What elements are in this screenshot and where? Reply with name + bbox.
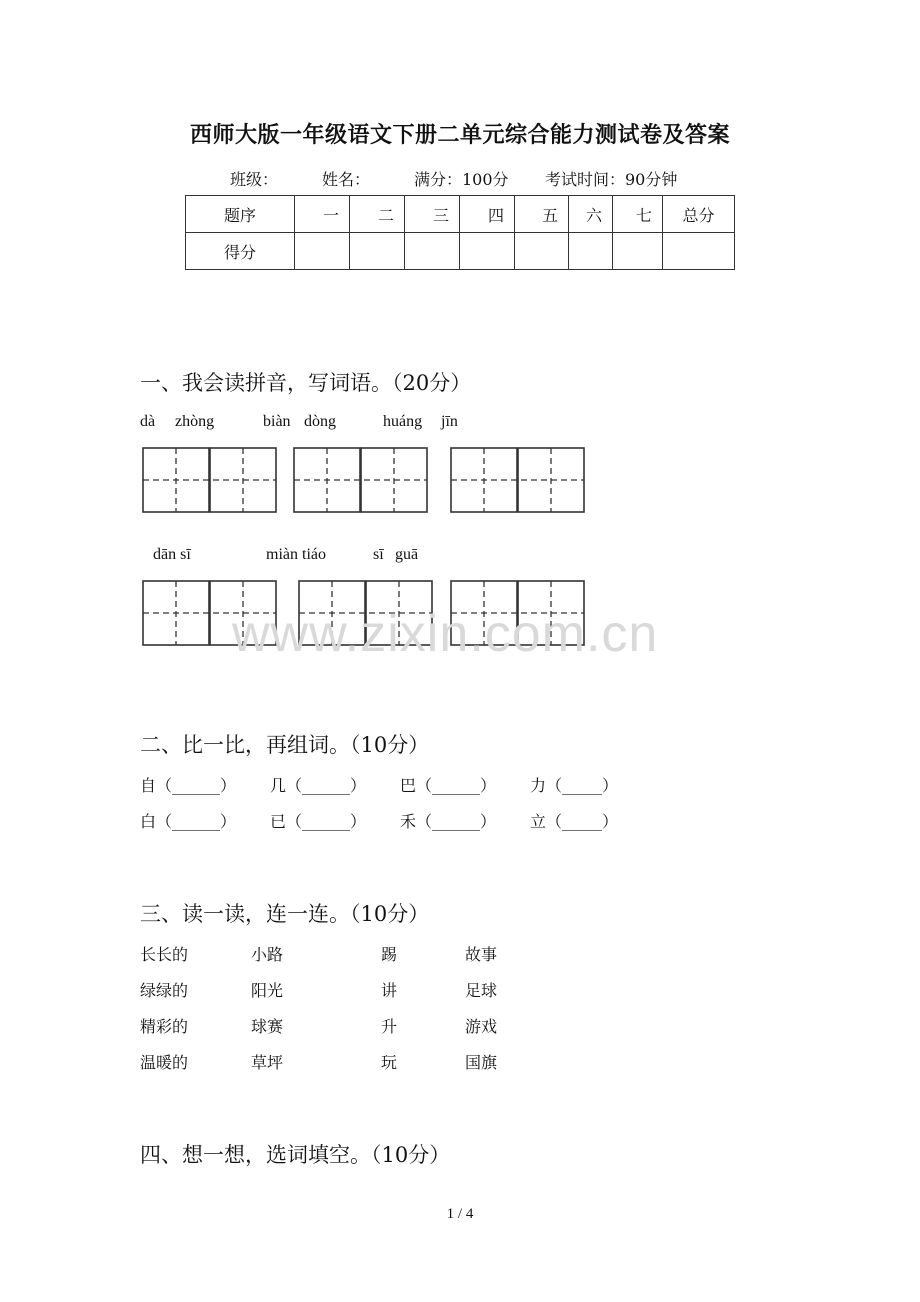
compare-item: 力（_____） [530,776,619,795]
pinyin: huáng [383,413,423,430]
score-cell[interactable] [613,233,663,270]
score-cell[interactable] [569,233,613,270]
pinyin: miàn tiáo [266,546,326,563]
match-word: 玩 [381,1053,398,1072]
writing-grid[interactable] [450,447,586,514]
row-label-cell: 得分 [186,233,295,270]
pinyin: zhòng [175,413,215,430]
match-word: 精彩的 [140,1017,189,1036]
pinyin: sī [373,546,384,563]
match-word: 温暖的 [140,1053,189,1072]
match-word: 升 [381,1017,398,1036]
pinyin: dān sī [153,546,191,563]
match-word: 故事 [465,945,498,964]
compare-item: 立（_____） [530,812,619,831]
score-cell[interactable] [515,233,569,270]
header-cell: 题序 [186,196,295,233]
writing-grid[interactable] [142,447,278,514]
class-label: 班级： [230,170,279,189]
score-table-header-row [186,196,735,233]
compare-item: 白（______） [140,812,237,831]
pinyin: dà [140,413,156,430]
writing-grid[interactable] [293,447,429,514]
pinyin: jīn [441,413,458,430]
score-cell[interactable] [663,233,735,270]
compare-item: 几（______） [270,776,367,795]
pinyin: biàn [263,413,291,430]
match-word: 长长的 [140,945,189,964]
header-cell: 一 [295,196,350,233]
name-label: 姓名： [322,170,371,189]
match-word: 阳光 [251,981,284,1000]
pinyin: guā [395,546,419,563]
score-table [185,195,735,270]
header-cell: 二 [350,196,405,233]
watermark: www.zixin.com.cn [232,605,659,663]
score-cell[interactable] [460,233,515,270]
match-word: 草坪 [251,1053,284,1072]
match-word: 讲 [381,981,398,1000]
match-word: 踢 [381,945,398,964]
header-cell: 七 [613,196,663,233]
full-score: 满分：100分 [414,170,509,189]
compare-item: 禾（______） [400,812,497,831]
page-number: 1 / 4 [446,1206,474,1222]
score-cell[interactable] [405,233,460,270]
score-cell[interactable] [295,233,350,270]
score-cell[interactable] [350,233,405,270]
compare-item: 自（______） [140,776,237,795]
header-cell: 五 [515,196,569,233]
match-word: 小路 [251,945,284,964]
match-word: 球赛 [251,1017,284,1036]
header-cell: 六 [569,196,613,233]
pinyin: dòng [304,413,336,430]
section4-heading: 四、想一想，选词填空。（10分） [140,1143,451,1167]
header-cell: 总分 [663,196,735,233]
section3-heading: 三、读一读，连一连。（10分） [140,902,430,926]
match-word: 足球 [465,981,498,1000]
match-word: 游戏 [465,1017,498,1036]
match-word: 绿绿的 [140,981,189,1000]
section2-heading: 二、比一比，再组词。（10分） [140,733,430,757]
compare-item: 巴（______） [400,776,497,795]
match-word: 国旗 [465,1053,498,1072]
compare-item: 已（______） [270,812,367,831]
header-cell: 三 [405,196,460,233]
page-title: 西师大版一年级语文下册二单元综合能力测试卷及答案 [189,122,730,148]
section1-heading: 一、我会读拼音，写词语。（20分） [140,371,472,395]
exam-time: 考试时间：90分钟 [545,170,678,189]
score-table-score-row [186,233,735,270]
header-cell: 四 [460,196,515,233]
